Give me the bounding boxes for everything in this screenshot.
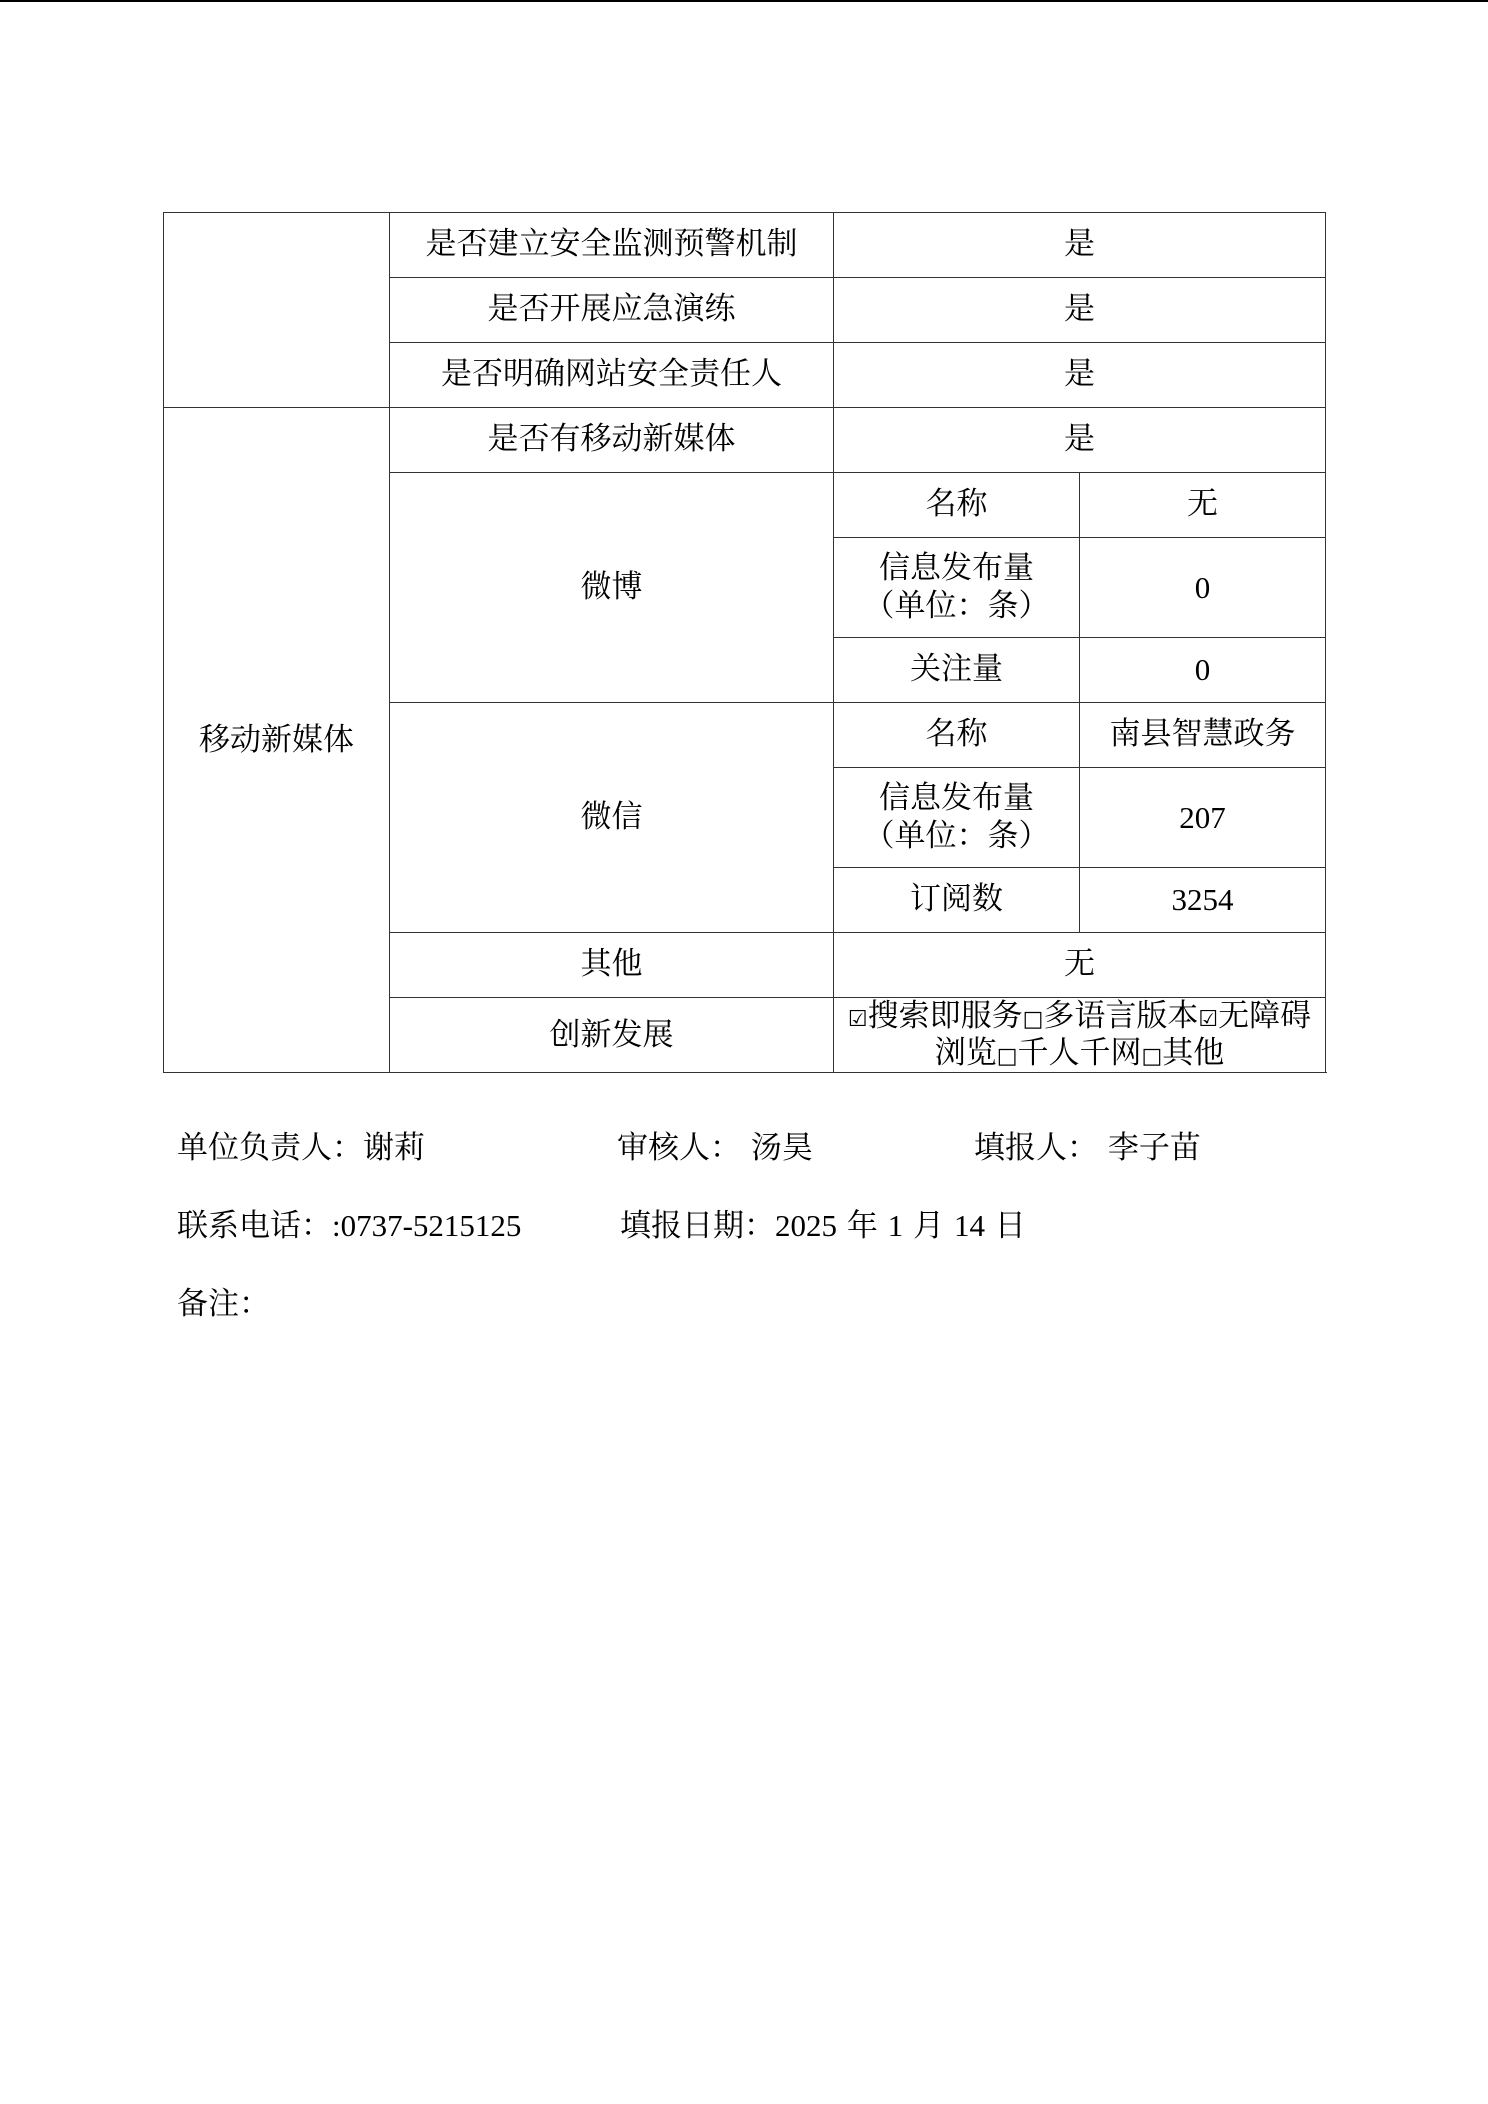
security-section-cell <box>164 213 390 408</box>
option-other: □其他 <box>1141 1035 1225 1072</box>
innovation-options <box>834 998 1326 1073</box>
has-media-label: 是否有移动新媒体 <box>390 408 834 473</box>
remark-label: 备注： <box>177 1286 270 1322</box>
report-table <box>163 212 1326 1073</box>
has-media-value: 是 <box>834 408 1326 473</box>
unit-head: 单位负责人：谢莉 <box>177 1130 425 1166</box>
row-value-responsible: 是 <box>834 343 1326 408</box>
weibo-posts-label <box>834 538 1080 638</box>
option-accessibility: ☑无障碍浏览 <box>934 998 1312 1072</box>
option-multilingual: □多语言版本 <box>1022 998 1199 1034</box>
filler: 填报人： 李子苗 <box>974 1130 1201 1166</box>
wechat-posts-label <box>834 768 1080 868</box>
signature-line <box>177 1122 1201 1167</box>
wechat-subs-label: 订阅数 <box>834 868 1080 933</box>
fill-date: 填报日期：2025 年 1 月 14 日 <box>620 1208 1026 1244</box>
checkbox-empty-icon: □ <box>996 1044 1018 1070</box>
wechat-name-value: 南县智慧政务 <box>1080 703 1326 768</box>
innovation-label: 创新发展 <box>390 998 834 1073</box>
row-label-drill: 是否开展应急演练 <box>390 278 834 343</box>
weibo-label: 微博 <box>390 473 834 703</box>
checkbox-checked-icon: ☑ <box>847 1007 868 1032</box>
weibo-follow-label: 关注量 <box>834 638 1080 703</box>
wechat-posts-label-line2: （单位：条） <box>863 817 1050 854</box>
weibo-follow-value: 0 <box>1080 638 1326 703</box>
reviewer: 审核人： 汤昊 <box>617 1130 813 1166</box>
weibo-name-label: 名称 <box>834 473 1080 538</box>
row-label-responsible: 是否明确网站安全责任人 <box>390 343 834 408</box>
weibo-posts-label-line1: 信息发布量 <box>879 550 1034 587</box>
wechat-posts-value: 207 <box>1080 768 1326 868</box>
option-personalized: □千人千网 <box>996 1035 1142 1072</box>
checkbox-checked-icon: ☑ <box>1198 1007 1219 1032</box>
checkbox-empty-icon: □ <box>1141 1044 1163 1070</box>
checkbox-empty-icon: □ <box>1022 1007 1044 1032</box>
wechat-label: 微信 <box>390 703 834 933</box>
wechat-posts-label-line1: 信息发布量 <box>879 780 1034 817</box>
row-label-monitoring: 是否建立安全监测预警机制 <box>390 213 834 278</box>
weibo-name-value: 无 <box>1080 473 1326 538</box>
top-border-line <box>0 0 1488 2</box>
table-row <box>164 213 1326 278</box>
phone: 联系电话：:0737-5215125 <box>177 1208 522 1244</box>
row-value-drill: 是 <box>834 278 1326 343</box>
remark-line <box>177 1278 270 1323</box>
table-row <box>164 408 1326 473</box>
other-media-label: 其他 <box>390 933 834 998</box>
wechat-name-label: 名称 <box>834 703 1080 768</box>
contact-line <box>177 1200 1026 1245</box>
other-media-value: 无 <box>834 933 1326 998</box>
option-search-service: ☑搜索即服务 <box>847 998 1023 1034</box>
row-value-monitoring: 是 <box>834 213 1326 278</box>
wechat-subs-value: 3254 <box>1080 868 1326 933</box>
weibo-posts-label-line2: （单位：条） <box>863 587 1050 624</box>
weibo-posts-value: 0 <box>1080 538 1326 638</box>
media-section-label: 移动新媒体 <box>164 408 390 1073</box>
